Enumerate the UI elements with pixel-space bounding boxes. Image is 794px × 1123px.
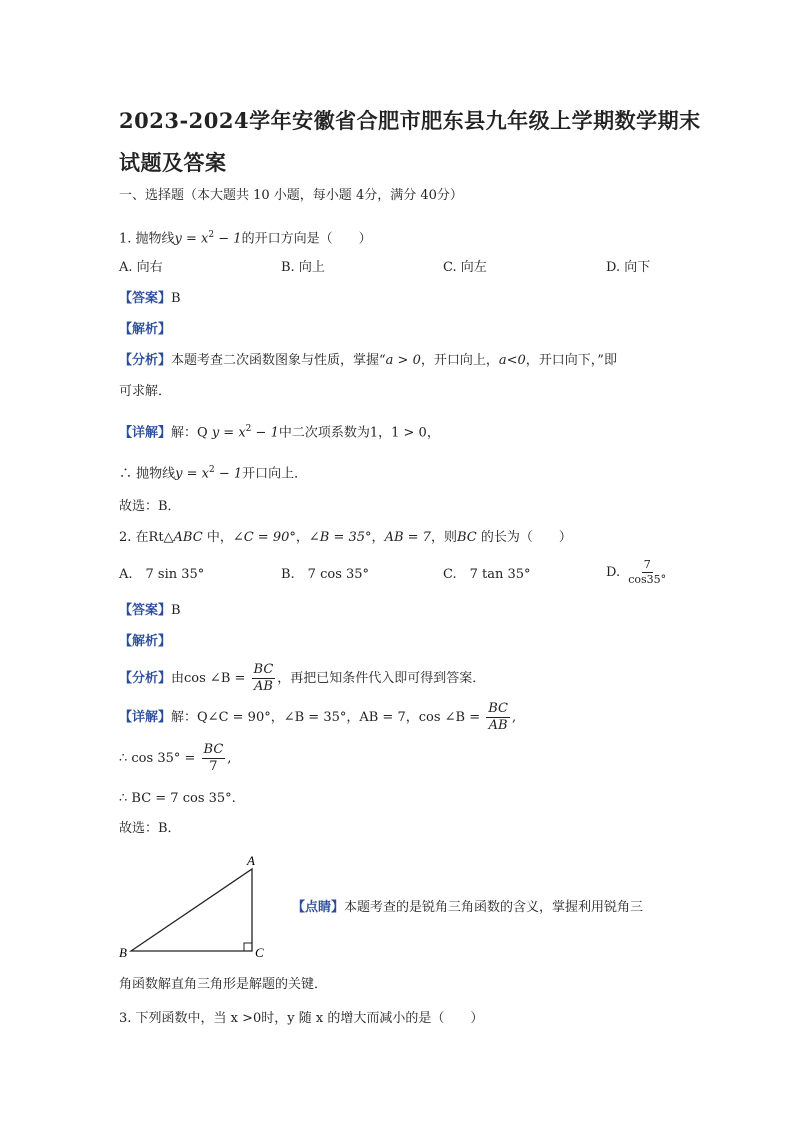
- q2-option-c: C. 7 tan 35°: [443, 567, 531, 582]
- q1-option-b: B. 向上: [281, 260, 325, 275]
- q2-step1-fraction: $\frac{BC}{7}$: [203, 742, 224, 774]
- q2-fenxi-fraction: $\frac{BC}{AB}$: [253, 662, 274, 694]
- vertex-label-b: B: [119, 945, 127, 960]
- q2-option-d-fraction: $\frac{7}{\cos 35^\circ}$: [628, 558, 667, 586]
- doc-title-line2: 试题及答案: [119, 150, 227, 175]
- vertex-label-a: A: [247, 853, 255, 868]
- q2-stem: 2. 在Rt△ABC 中，∠C = 90°，∠B = 35°，AB = 7，则BC 的长为（ ）: [119, 530, 572, 545]
- q2-dianjing: 【点睛】本题考查的是锐角三角函数的含义，掌握利用锐角三: [292, 900, 644, 915]
- q1-option-d: D. 向下: [606, 260, 651, 275]
- q1-fenxi: 【分析】本题考查二次函数图象与性质，掌握“a > 0，开口向上，a<0，开口向下，”即: [119, 353, 617, 368]
- q2-answer: 【答案】B: [119, 603, 181, 618]
- q1-detail: 【详解】解：Q $y = x^2 - 1$中二次项系数为1，1 > 0，: [119, 424, 440, 441]
- doc-title-line1: 2023-2024学年安徽省合肥市肥东县九年级上学期数学期末: [119, 108, 701, 133]
- q1-conclusion: ∴ 抛物线$y = x^2 - 1$开口向上．: [119, 465, 308, 482]
- q2-option-b: B. 7 cos 35°: [281, 567, 370, 582]
- q1-choose: 故选：B．: [119, 499, 181, 514]
- q3-stem: 3. 下列函数中，当 x >0时，y 随 x 的增大而减小的是（ ）: [119, 1011, 484, 1026]
- q1-stem: 1. 抛物线$y = x^2 - 1$的开口方向是（ ）: [119, 230, 372, 247]
- q2-detail: 【详解】解：Q∠C = 90°，∠B = 35°，AB = 7，cos ∠B = $\frac{BC}{AB}$ ,: [119, 701, 517, 733]
- q1-analysis-tag: 【解析】: [119, 322, 172, 337]
- vertex-label-c: C: [255, 945, 264, 960]
- q2-step2: ∴ BC = 7 cos 35°.: [119, 791, 236, 806]
- triangle-shape: [131, 869, 252, 951]
- q1-option-c: C. 向左: [443, 260, 487, 275]
- section-heading: 一、选择题（本大题共 10 小题，每小题 4分，满分 40分）: [119, 188, 463, 203]
- q1-answer: 【答案】B: [119, 291, 181, 306]
- right-angle-mark: [244, 943, 252, 951]
- q2-choose: 故选：B．: [119, 821, 181, 836]
- q2-step1: ∴ cos 35° = $\frac{BC}{7}$ ,: [119, 742, 232, 774]
- right-triangle-figure: [116, 852, 276, 964]
- q1-option-a: A. 向右: [119, 260, 163, 275]
- q2-dianjing-cont: 角函数解直角三角形是解题的关键．: [119, 977, 328, 992]
- q2-option-d: D. $\frac{7}{\cos 35^\circ}$: [606, 558, 667, 586]
- q2-detail-fraction: $\frac{BC}{AB}$: [488, 701, 508, 733]
- q2-fenxi: 【分析】由cos ∠B = $\frac{BC}{AB}$ ，再把已知条件代入即可得到答案．: [119, 662, 486, 694]
- q2-analysis-tag: 【解析】: [119, 634, 172, 649]
- q2-option-a: A. 7 sin 35°: [119, 567, 205, 582]
- q1-fenxi-cont: 可求解．: [119, 384, 172, 399]
